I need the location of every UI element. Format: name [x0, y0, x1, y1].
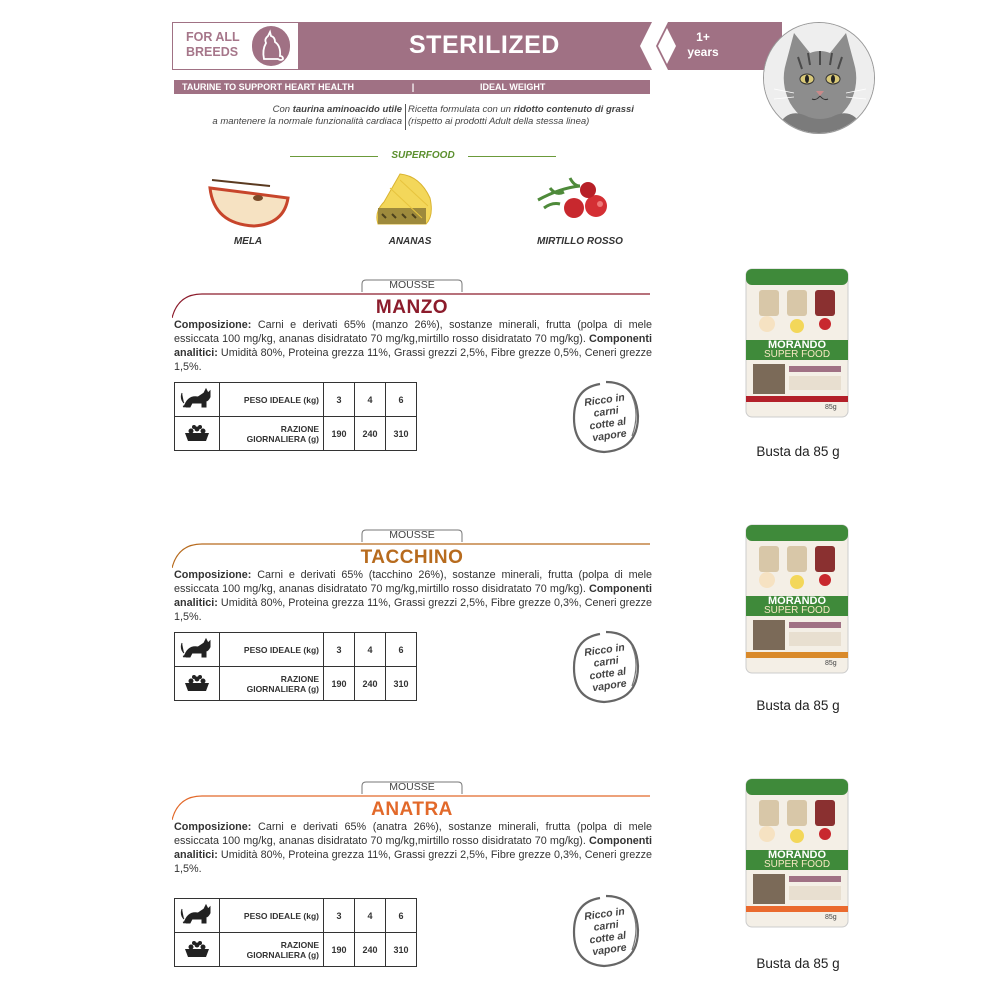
superfood-label: MELA [233, 236, 263, 247]
package-line: SUPER FOOD [763, 349, 831, 360]
steam-cooked-stamp: Ricco in carni cotte al vapore [570, 892, 642, 970]
cat-silhouette-icon [175, 899, 220, 933]
feeding-table [174, 632, 417, 701]
package-weight: 85g [825, 914, 837, 921]
weight-value: 4 [355, 633, 386, 667]
benefit-text-taurine: Con taurina aminoacido utile a mantenere la normale funzionalità cardiaca [212, 104, 402, 127]
benefits-heading-bar [174, 80, 650, 94]
cat-portrait-image [763, 22, 875, 134]
ration-value: 310 [386, 933, 417, 967]
ration-value: 240 [355, 417, 386, 451]
package-line: SUPER FOOD [763, 859, 831, 870]
header-banner [172, 22, 782, 70]
cat-silhouette-icon [175, 633, 220, 667]
steam-cooked-stamp: Ricco in carni cotte al vapore [570, 628, 642, 706]
steam-cooked-stamp: Ricco in carni cotte al vapore [570, 378, 642, 456]
superfood-title: SUPERFOOD [391, 150, 455, 161]
weight-value: 6 [386, 383, 417, 417]
ration-label: RAZIONE GIORNALIERA (g) [220, 667, 324, 701]
package-caption: Busta da 85 g [756, 698, 840, 713]
superfood-rule-left [290, 156, 378, 157]
pineapple-slice-icon [360, 168, 460, 232]
package-weight: 85g [825, 660, 837, 667]
benefit-text-weight: Ricetta formulata con un ridotto contenuto di grassi (rispetto ai prodotti Adult della stessa linea) [408, 104, 634, 127]
superfood-item-apple [198, 168, 298, 247]
weight-value: 3 [324, 383, 355, 417]
weight-label: PESO IDEALE (kg) [220, 383, 324, 417]
superfood-label: ANANAS [388, 236, 432, 247]
weight-value: 6 [386, 633, 417, 667]
superfood-label: MIRTILLO ROSSO [537, 236, 623, 247]
benefit-heading-weight: IDEAL WEIGHT [480, 82, 546, 92]
weight-label: PESO IDEALE (kg) [220, 899, 324, 933]
weight-value: 3 [324, 633, 355, 667]
age-badge: 1+ years [687, 30, 719, 59]
product-composition: Composizione: Carni e derivati 65% (manzo 26%), sostanze minerali, frutta (polpa di mele essiccata 100 mg/kg, ananas disidratato 70 mg/kg,mirtillo rosso disidratato 70 mg/kg). Componenti analitici: Umidità 80%, Proteina grezza 11%, Grassi grezzi 2,5%, Fibre grezze 0,5%, Ceneri grezze 1,5%. [174, 319, 652, 373]
product-composition: Composizione: Carni e derivati 65% (anatra 26%), sostanze minerali, frutta (polpa di mele essiccata 100 mg/kg, ananas disidratato 70 mg/kg,mirtillo rosso disidratato 70 mg/kg). Componenti analitici: Umidità 80%, Proteina grezza 11%, Grassi grezzi 2,5%, Fibre grezze 0,3%, Ceneri grezze 1,5%. [174, 821, 652, 875]
ration-value: 240 [355, 667, 386, 701]
benefit-heading-taurine: TAURINE TO SUPPORT HEART HEALTH [182, 82, 355, 92]
ration-value: 190 [324, 667, 355, 701]
cranberry-icon [530, 168, 630, 232]
product-section-manzo [172, 278, 652, 468]
product-name: MANZO [375, 297, 449, 318]
product-type-label: MOUSSE [389, 781, 435, 793]
apple-slice-icon [198, 168, 298, 232]
weight-value: 4 [355, 383, 386, 417]
ration-value: 190 [324, 417, 355, 451]
package-brand: MORANDO [767, 849, 827, 861]
food-bowl-icon [175, 933, 220, 967]
benefit-separator: | [411, 82, 415, 92]
product-section-tacchino [172, 528, 652, 718]
ration-value: 310 [386, 417, 417, 451]
benefit-descriptions [174, 104, 650, 134]
product-package-anatra [745, 778, 849, 928]
package-line: SUPER FOOD [763, 605, 831, 616]
weight-value: 4 [355, 899, 386, 933]
weight-value: 6 [386, 899, 417, 933]
package-caption: Busta da 85 g [756, 956, 840, 971]
feeding-table [174, 382, 417, 451]
cat-silhouette-icon [175, 383, 220, 417]
product-type-label: MOUSSE [389, 529, 435, 541]
benefit-divider [405, 104, 406, 130]
ration-value: 310 [386, 667, 417, 701]
product-name: ANATRA [371, 799, 453, 820]
page-title: STERILIZED [409, 31, 560, 59]
package-caption: Busta da 85 g [756, 444, 840, 459]
food-bowl-icon [175, 417, 220, 451]
product-package-tacchino [745, 524, 849, 674]
product-type-label: MOUSSE [389, 279, 435, 291]
food-bowl-icon [175, 667, 220, 701]
superfood-item-pineapple [360, 168, 460, 247]
superfood-rule-right [468, 156, 556, 157]
ration-label: RAZIONE GIORNALIERA (g) [220, 933, 324, 967]
product-package-manzo [745, 268, 849, 418]
ration-value: 240 [355, 933, 386, 967]
for-all-breeds-label: FOR ALL BREEDS [186, 30, 240, 59]
feeding-table [174, 898, 417, 967]
superfood-item-cranberry [530, 168, 630, 247]
package-brand: MORANDO [767, 339, 827, 351]
product-composition: Composizione: Carni e derivati 65% (tacchino 26%), sostanze minerali, frutta (polpa di mele essiccata 100 mg/kg, ananas disidratato 70 mg/kg,mirtillo rosso disidratato 70 mg/kg). Componenti analitici: Umidità 80%, Proteina grezza 11%, Grassi grezzi 2,5%, Fibre grezze 0,3%, Ceneri grezze 1,5%. [174, 569, 652, 623]
product-section-anatra [172, 780, 652, 970]
ration-value: 190 [324, 933, 355, 967]
package-weight: 85g [825, 404, 837, 411]
product-name: TACCHINO [360, 547, 464, 568]
sitting-cat-icon [254, 27, 288, 65]
ration-label: RAZIONE GIORNALIERA (g) [220, 417, 324, 451]
package-brand: MORANDO [767, 595, 827, 607]
weight-label: PESO IDEALE (kg) [220, 633, 324, 667]
weight-value: 3 [324, 899, 355, 933]
